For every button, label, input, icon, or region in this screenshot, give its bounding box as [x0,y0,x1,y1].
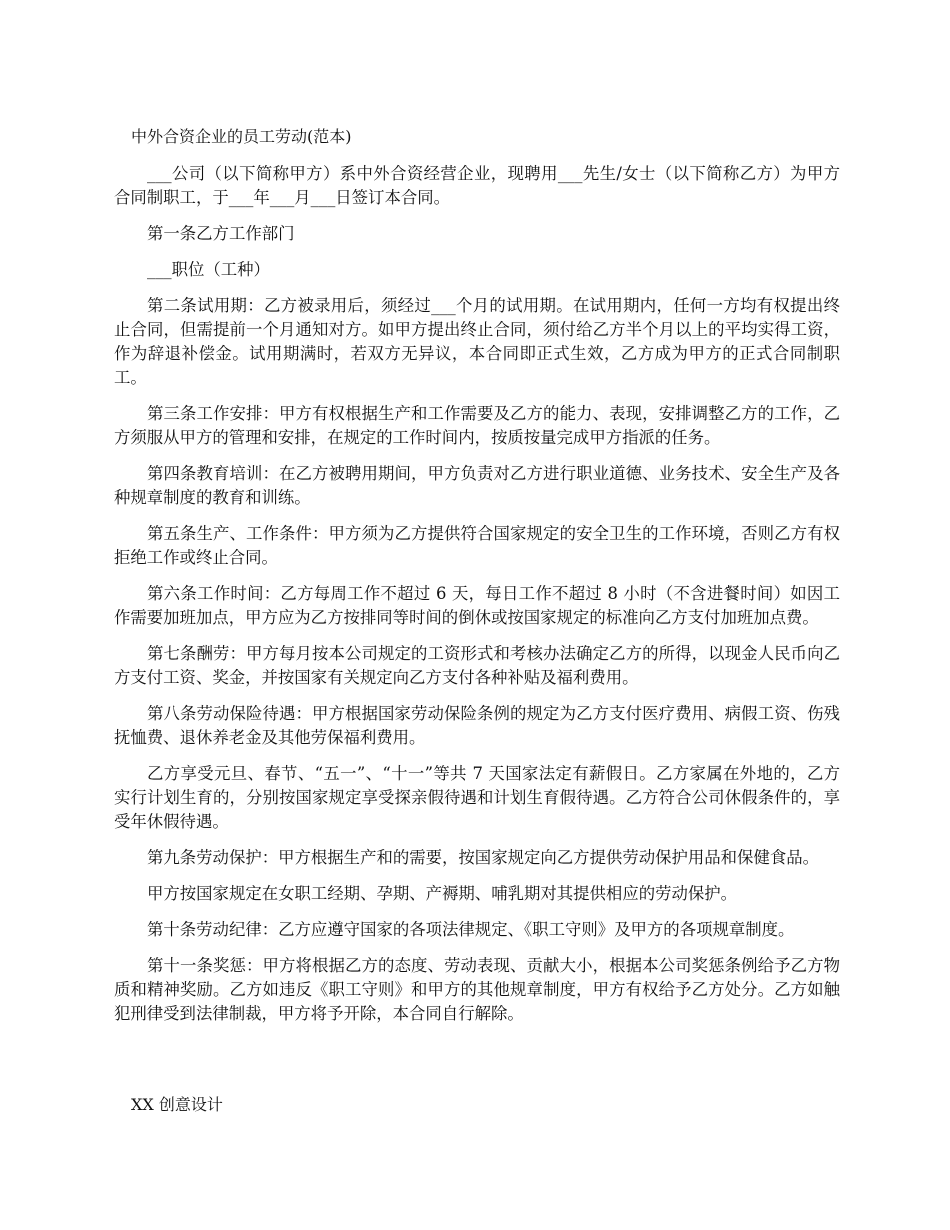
article-3-work-arrangement: 第三条工作安排：甲方有权根据生产和工作需要及乙方的能力、表现，安排调整乙方的工作，乙方须服从甲方的管理和安排，在规定的工作时间内，按质按量完成甲方指派的任务。 [114,404,840,447]
article-4-training: 第四条教育培训：在乙方被聘用期间，甲方负责对乙方进行职业道德、业务技术、安全生产及各种规章制度的教育和训练。 [114,464,840,507]
female-worker-protection: 甲方按国家规定在女职工经期、孕期、产褥期、哺乳期对其提供相应的劳动保护。 [147,884,738,903]
document-title: 中外合资企业的员工劳动(范本) [131,127,352,146]
document-footer: XX 创意设计 [131,1095,223,1114]
article-5-working-conditions: 第五条生产、工作条件：甲方须为乙方提供符合国家规定的安全卫生的工作环境，否则乙方有权拒绝工作或终止合同。 [114,524,840,567]
article-8-insurance: 第八条劳动保险待遇：甲方根据国家劳动保险条例的规定为乙方支付医疗费用、病假工资、伤残抚恤费、退休养老金及其他劳保福利费用。 [114,704,840,747]
position-line: ___职位（工种） [147,260,270,279]
document-body [114,162,840,1038]
article-6-working-hours: 第六条工作时间：乙方每周工作不超过 6 天，每日工作不超过 8 小时（不含进餐时间）如因工作需要加班加点，甲方应为乙方按排同等时间的倒休或按国家规定的标准向乙方支付加班加点费。 [114,584,840,627]
article-1-heading: 第一条乙方工作部门 [147,224,295,243]
article-10-discipline: 第十条劳动纪律：乙方应遵守国家的各项法律规定、《职工守则》及甲方的各项规章制度。 [147,920,795,939]
intro-paragraph: ___公司（以下简称甲方）系中外合资经营企业，现聘用___先生/女士（以下简称乙方）为甲方合同制职工，于___年___月___日签订本合同。 [114,164,840,207]
article-7-remuneration: 第七条酬劳：甲方每月按本公司规定的工资形式和考核办法确定乙方的所得，以现金人民币向乙方支付工资、奖金，并按国家有关规定向乙方支付各种补贴及福利费用。 [114,644,840,687]
holidays-paragraph: 乙方享受元旦、春节、“五一”、“十一”等共 7 天国家法定有薪假日。乙方家属在外地的，乙方实行计划生育的，分别按国家规定享受探亲假待遇和计划生育假待遇。乙方符合公司休假条件的，享受年休假待遇。 [114,764,840,831]
article-11-rewards-penalties: 第十一条奖惩：甲方将根据乙方的态度、劳动表现、贡献大小，根据本公司奖惩条例给予乙方物质和精神奖励。乙方如违反《职工守则》和甲方的其他规章制度，甲方有权给予乙方处分。乙方如触犯刑律受到法律制裁，甲方将予开除，本合同自行解除。 [114,956,840,1023]
article-2-probation: 第二条试用期：乙方被录用后，须经过___个月的试用期。在试用期内，任何一方均有权提出终止合同，但需提前一个月通知对方。如甲方提出终止合同，须付给乙方半个月以上的平均实得工资，作为辞退补偿金。试用期满时，若双方无异议，本合同即正式生效，乙方成为甲方的正式合同制职工。 [114,296,840,387]
article-9-labor-protection: 第九条劳动保护：甲方根据生产和的需要，按国家规定向乙方提供劳动保护用品和保健食品。 [147,848,820,867]
